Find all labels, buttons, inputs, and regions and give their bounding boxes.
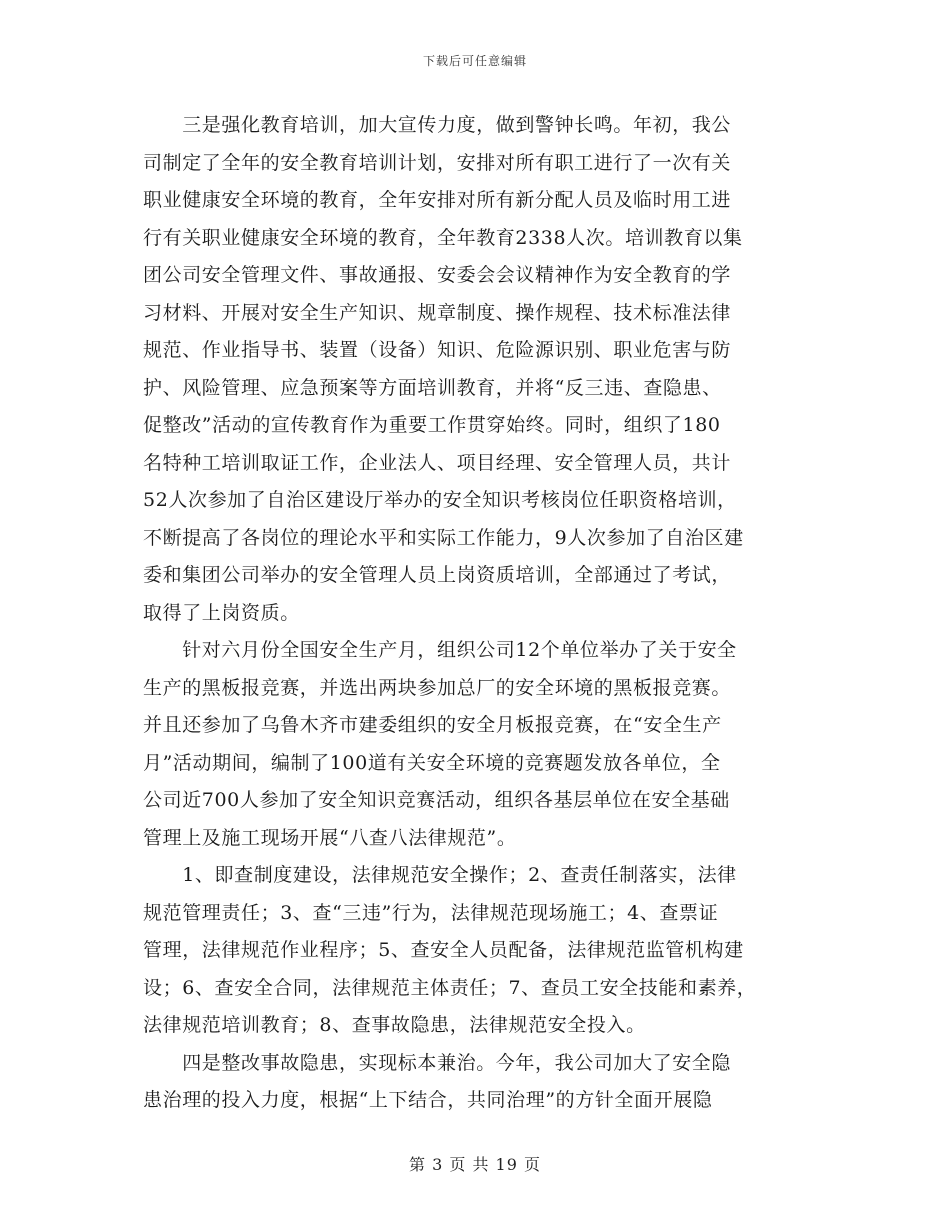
- text-line: 规范、作业指导书、装置（设备）知识、危险源识别、职业危害与防: [143, 339, 732, 361]
- page-header: 下载后可任意编辑: [422, 54, 527, 68]
- text-line: 行有关职业健康安全环境的教育，全年教育2338人次。培训教育以集: [143, 226, 743, 249]
- text-line: 公司近700人参加了安全知识竞赛活动，组织各基层单位在安全基础: [143, 789, 730, 811]
- document-body: [143, 107, 807, 1120]
- text-line: 四是整改事故隐患，实现标本兼治。今年，我公司加大了安全隐: [143, 1051, 732, 1074]
- text-line: 名特种工培训取证工作，企业法人、项目经理、安全管理人员，共计: [143, 451, 732, 474]
- text-line: 管理，法律规范作业程序；5、查安全人员配备，法律规范监管机构建: [143, 939, 744, 961]
- text-line: 1、即查制度建设，法律规范安全操作；2、查责任制落实，法律: [143, 864, 737, 886]
- text-line: 不断提高了各岗位的理论水平和实际工作能力，9人次参加了自治区建: [143, 526, 744, 549]
- text-line: 团公司安全管理文件、事故通报、安委会会议精神作为安全教育的学: [143, 264, 732, 286]
- text-line: 管理上及施工现场开展“八查八法律规范”。: [143, 826, 517, 849]
- text-line: 患治理的投入力度，根据“上下结合，共同治理”的方针全面开展隐: [143, 1089, 713, 1111]
- text-line: 规范管理责任；3、查“三违”行为，法律规范现场施工；4、查票证: [143, 901, 719, 924]
- text-line: 护、风险管理、应急预案等方面培训教育，并将“反三违、查隐患、: [143, 376, 722, 399]
- text-line: 委和集团公司举办的安全管理人员上岗资质培训，全部通过了考试，: [143, 564, 732, 586]
- page-footer: 第 3 页 共 19 页: [409, 1155, 541, 1174]
- text-line: 52人次参加了自治区建设厅举办的安全知识考核岗位任职资格培训，: [143, 489, 737, 511]
- text-line: 针对六月份全国安全生产月，组织公司12个单位举办了关于安全: [143, 639, 737, 661]
- text-line: 并且还参加了乌鲁木齐市建委组织的安全月板报竞赛，在“安全生产: [143, 714, 722, 736]
- text-line: 促整改”活动的宣传教育作为重要工作贯穿始终。同时，组织了180: [143, 414, 721, 436]
- text-line: 三是强化教育培训，加大宣传力度，做到警钟长鸣。年初，我公: [143, 114, 732, 136]
- text-line: 生产的黑板报竞赛，并选出两块参加总厂的安全环境的黑板报竞赛。: [143, 676, 732, 699]
- text-line: 月”活动期间，编制了100道有关安全环境的竞赛题发放各单位，全: [143, 751, 721, 774]
- text-line: 职业健康安全环境的教育，全年安排对所有新分配人员及临时用工进: [143, 189, 732, 211]
- text-line: 司制定了全年的安全教育培训计划，安排对所有职工进行了一次有关: [143, 151, 732, 174]
- text-line: 设；6、查安全合同，法律规范主体责任；7、查员工安全技能和素养，: [143, 976, 757, 999]
- text-line: 法律规范培训教育；8、查事故隐患，法律规范安全投入。: [143, 1014, 646, 1036]
- text-line: 取得了上岗资质。: [143, 601, 300, 624]
- text-line: 习材料、开展对安全生产知识、规章制度、操作规程、技术标准法律: [143, 301, 732, 324]
